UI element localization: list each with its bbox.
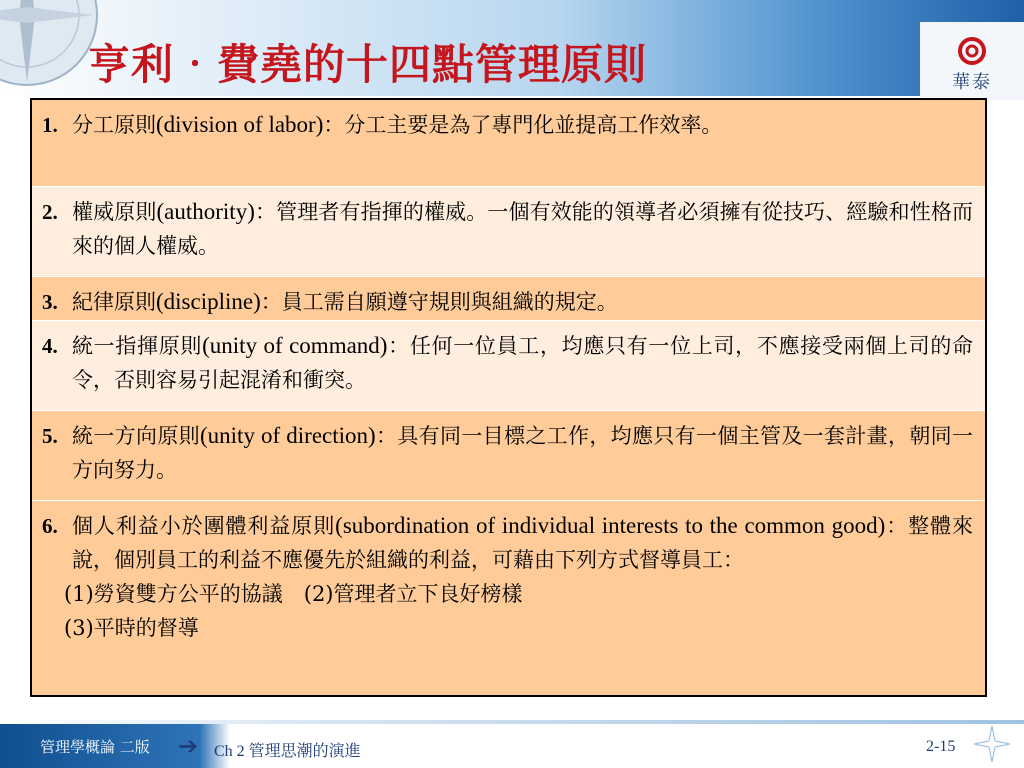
publisher-logo: [920, 22, 1024, 100]
principle-description: ：整體來說，個別員工的利益不應優先於組織的利益，可藉由下列方式督導員工：: [72, 514, 973, 572]
principle-description: ：分工主要是為了專門化並提高工作效率。: [323, 113, 723, 137]
logo-text: 華泰: [952, 72, 992, 93]
principle-subitems-1: (1)勞資雙方公平的協議 (2)管理者立下良好榜樣: [64, 582, 523, 606]
chapter-title: Ch 2 管理思潮的演進: [214, 743, 361, 760]
principle-row: [32, 500, 985, 695]
principle-term: 統一指揮原則: [72, 334, 203, 358]
slide-title: 亨利‧費堯的十四點管理原則: [88, 40, 648, 89]
principle-number: 4.: [42, 334, 58, 358]
principle-number: 3.: [42, 290, 58, 314]
principle-term: 個人利益小於團體利益原則: [72, 514, 336, 538]
principle-term: 統一方向原則: [72, 424, 200, 448]
principle-term: 分工原則: [72, 113, 156, 137]
book-title: 管理學概論 二版: [40, 738, 150, 756]
principle-term: 紀律原則: [72, 290, 156, 314]
principle-subitems-2: (3)平時的督導: [64, 616, 199, 640]
principle-description: ：管理者有指揮的權威。一個有效能的領導者必須擁有從技巧、經驗和性格而來的個人權威。: [72, 200, 974, 258]
principle-row: [32, 186, 985, 276]
principle-number: 2.: [42, 200, 58, 224]
principle-english: (discipline): [156, 289, 261, 314]
principle-english: (unity of direction): [200, 423, 376, 448]
sparkle-icon: [972, 724, 1012, 764]
principle-english: (division of labor): [156, 112, 324, 137]
principles-table: [30, 98, 987, 697]
principle-row: [32, 100, 985, 186]
principle-description: ：任何一位員工，均應只有一位上司，不應接受兩個上司的命令，否則容易引起混淆和衝突。: [72, 334, 974, 392]
principle-row: [32, 410, 985, 500]
principle-english: (authority): [156, 199, 255, 224]
principle-english: (unity of command): [202, 333, 388, 358]
compass-icon: [0, 0, 102, 90]
principle-english: (subordination of individual interests to the common good): [335, 513, 886, 538]
principle-description: ：員工需自願遵守規則與組織的規定。: [260, 290, 618, 314]
principle-row: [32, 320, 985, 410]
logo-ring-icon: [957, 36, 987, 66]
principle-number: 5.: [42, 424, 58, 448]
principle-description: ：具有同一目標之工作，均應只有一個主管及一套計畫，朝同一方向努力。: [72, 424, 973, 482]
principle-term: 權威原則: [72, 200, 157, 224]
principle-number: 1.: [42, 113, 58, 137]
principle-row: [32, 276, 985, 320]
slide-footer: [0, 724, 1024, 768]
principle-number: 6.: [42, 514, 58, 538]
page-number: 2-15: [926, 738, 956, 755]
slide-header: [0, 0, 1024, 96]
arrow-right-icon: ➔: [178, 732, 199, 760]
